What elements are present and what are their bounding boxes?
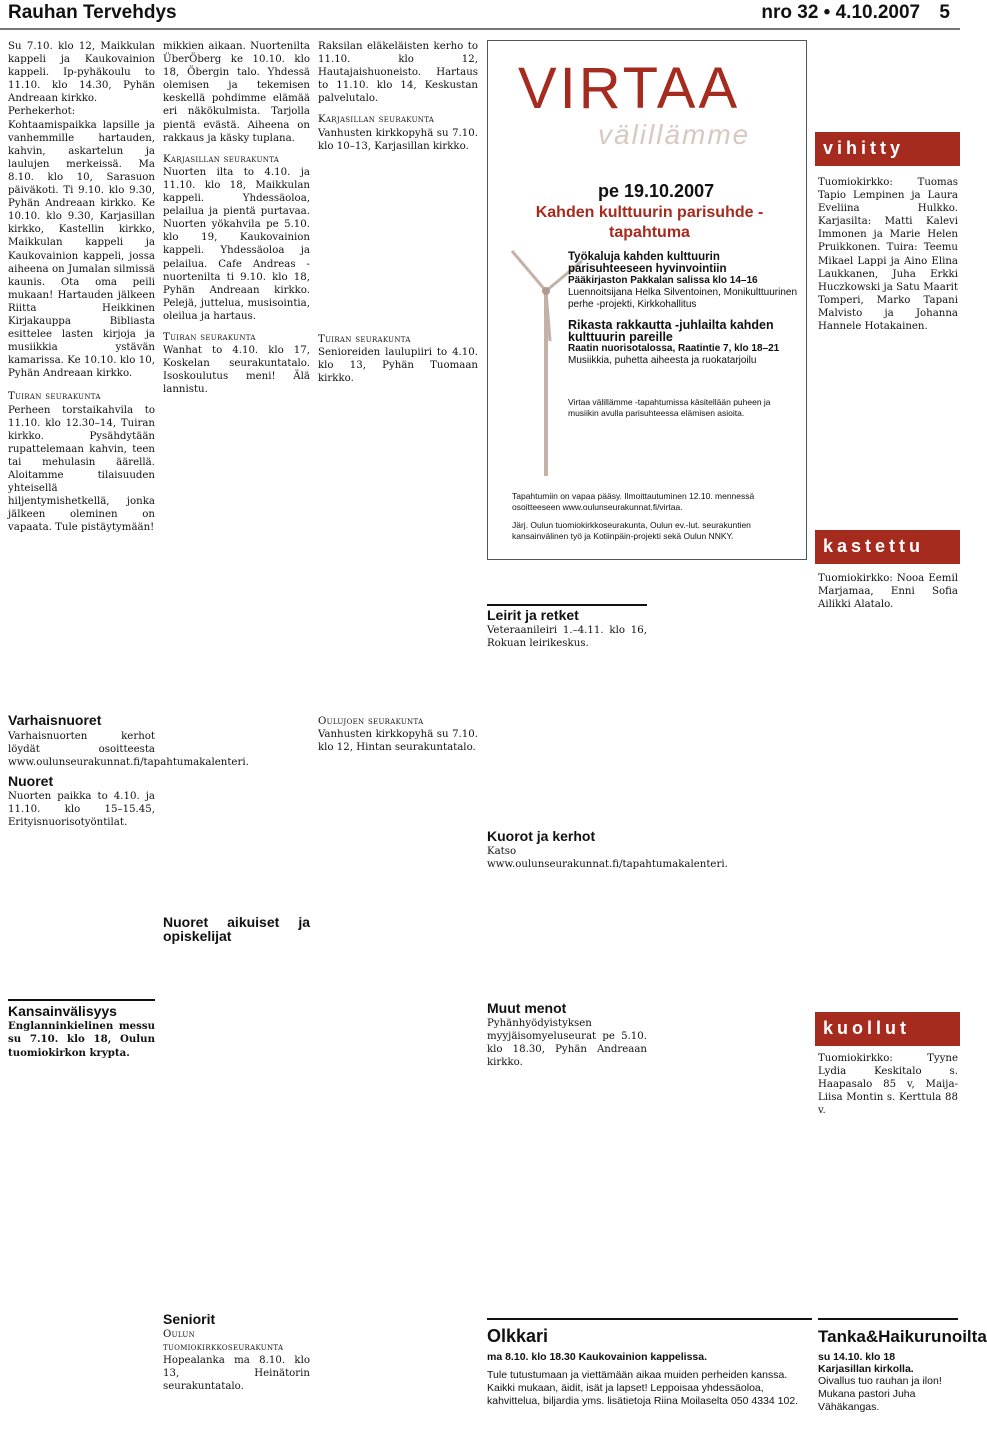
- olkkari-time: ma 8.10. klo 18.30 Kaukovainion kappelissa.: [487, 1351, 708, 1363]
- ad-invite-title: Työkaluja kahden kulttuurin parisuhteeseen hyvinvointiin: [568, 251, 727, 275]
- col1-text1: Su 7.10. klo 12, Maikkulan kappeli ja Kaukovainion kappeli. Ip-pyhäkoulu to 11.10. klo 14.30, Pyhän Andreaan kirkko.: [8, 41, 155, 105]
- ad-invite-people: Luennoitsijana Helka Silventoinen, Monikulttuurinen perhe -projekti, Kirkkohallitus: [568, 287, 798, 310]
- col1-text5: Nuorten paikka to 4.10. ja 11.10. klo 15–15.45, Erityisnuorisotyöntilat.: [8, 790, 155, 829]
- kuollut-label: kuollut: [815, 1012, 960, 1046]
- kuollut-text: Tuomiokirkko: Tyyne Lydia Keskitalo s. Haapasalo 85 v, Maija-Liisa Montin s. Kerttula 88 v.: [818, 1053, 958, 1117]
- heading-nuoret-aikuiset: Nuoret aikuiset ja opiskelijat: [163, 914, 310, 944]
- ad-brand: VIRTAA: [518, 56, 741, 121]
- kastettu-label: kastettu: [815, 530, 960, 564]
- heading-kansainvalisyys: Kansainvälisyys: [8, 999, 155, 1018]
- virtaa-advertisement: [487, 40, 807, 560]
- col1-text3: Perheen torstaikahvila to 11.10. klo 12.30–14, Tuiran kirkko. Pysähdytään rupattelemaan kahvin, teen tai mehulasin äärellä. Aloitamme tilaisuuden yhteisellä hiljentymishetkellä, jonka jälkeen oleminen on vapaata. Tule pistäytymään!: [8, 404, 155, 534]
- column-3: [318, 40, 478, 754]
- col4-text3: Pyhänhyödyistyksen myyjäisomyeluseurat pe 5.10. klo 18.30, Pyhän Andreaan kirkko.: [487, 1017, 647, 1068]
- olkkari-title: Olkkari: [487, 1326, 549, 1346]
- publication-title: Rauhan Tervehdys: [8, 2, 177, 23]
- heading-leirit: Leirit ja retket: [487, 604, 647, 622]
- col3-text1: Raksilan eläkeläisten kerho to 11.10. klo 12, Hautajaishuoneisto. Hartaus to 11.10. klo 14, Keskustan palvelutalo.: [318, 41, 478, 105]
- vihitty-text: Tuomiokirkko: Tuomas Tapio Lempinen ja Laura Eveliina Hulkko. Karjasilta: Matti Kalevi Immonen ja Marie Helen Pruikkonen. Tuira: Teemu Mikael Lappi ja Aino Elina Laukkanen, Juha Erkki Huczkowski ja Satu Maarit Tomperi, Marko Tapani Malvisto ja Johanna Hannele Hotakainen.: [818, 177, 958, 333]
- heading-seniorit: Seniorit: [163, 1310, 216, 1327]
- column-4: [487, 598, 728, 1069]
- heading-muut-menot: Muut menot: [487, 999, 567, 1016]
- col3-parish-karjasilta: Karjasillan seurakunta: [318, 114, 435, 126]
- col2-text1: mikkien aikaan. Nuortenilta ÜberÖberg ke 10.10. klo 18, Öbergin talo. Yhdessä olemisen ja tekemisen keskellä pohdimme elämää eri näkökulmista. Tarjolla pientä evästä. Aiheena on rakkaus ja käsky tuplana.: [163, 41, 310, 144]
- heading-nuoret: Nuoret: [8, 772, 54, 789]
- col3-parish-oulujoki: Oulujoen seurakunta: [318, 716, 424, 728]
- col1-parish-tuira: Tuiran seurakunta: [8, 391, 101, 403]
- olkkari-box: [487, 1318, 812, 1408]
- col4-text1: Veteraanileiri 1.–4.11. klo 16, Rokuan leirikeskus.: [487, 625, 647, 650]
- col3-text2: Vanhusten kirkkopyhä su 7.10. klo 10–13, Karjasillan kirkko.: [318, 127, 478, 152]
- ad-party-title: Rikasta rakkautta -juhlailta kahden kulttuurin pareille: [568, 318, 774, 344]
- col3-text4: Vanhusten kirkkopyhä su 7.10. klo 12, Hintan seurakuntatalo.: [318, 729, 478, 754]
- col1-text2: Perhekerhot: Kohtaamispaikka lapsille ja vanhemmille hartauden, kahvin, askartelun ja laulujen merkeissä. Ma 8.10. klo 10, Sarasuon päiväkoti. Ti 9.10. klo 9.30, Pyhän Andreaan kirkko. Ke 10.10. klo 9.30, Karjasillan kirkko, Kastellin kirkko, Maikkulan kappeli ja Kaukovainion kappeli, jossa aiheena on Jumalan silmissä kaunis. Ota oma peili mukaan! Hartauden jälkeen Riitta Heikkinen Kirjakauppa Bibliasta esittelee lasten kirjoja ja musiikkia ystävän kamarissa. Ke 10.10. klo 10, Pyhän Andreaan kirkko.: [8, 106, 155, 380]
- ad-invite-place: Pääkirjaston Pakkalan salissa klo 14–16: [568, 275, 758, 286]
- ad-org: Järj. Oulun tuomiokirkkoseurakunta, Oulun ev.-lut. seurakuntien kansainvälinen työ ja Kotiinpäin-projekti sekä Oulun NNKY.: [512, 520, 751, 541]
- ad-event-title: Kahden kulttuurin parisuhde -tapahtuma: [535, 204, 764, 241]
- issue-number: nro 32 • 4.10.2007: [761, 2, 921, 23]
- col2-parish-karjasilta: Karjasillan seurakunta: [163, 153, 280, 165]
- col1-text4: Varhaisnuorten kerhot löydät osoitteesta www.oulunseurakunnat.fi/tapahtumakalenteri.: [8, 730, 249, 768]
- column-2: [163, 40, 310, 1393]
- page-header: [0, 0, 960, 30]
- col4-text2: Katso www.oulunseurakunnat.fi/tapahtumakalenteri.: [487, 846, 728, 871]
- issue-info: [761, 2, 950, 24]
- col2-text3: Wanhat to 4.10. klo 17, Koskelan seurakuntatalo. Isoskoulutus meni! Älä lannistu.: [163, 345, 310, 396]
- ad-tagline: välillämme: [598, 119, 751, 150]
- ad-date: pe 19.10.2007: [598, 181, 715, 201]
- col2-parish-tuomio: Oulun tuomiokirkkoseurakunta: [163, 1328, 284, 1353]
- ad-footer: [512, 491, 802, 541]
- col2-text2: Nuorten ilta to 4.10. ja 11.10. klo 18, Maikkulan kappeli. Yhdessäoloa, pelailua ja pientä purtavaa. Nuorten yökahvila pe 5.10. klo 19, Kaukovainion kappeli. Yhdessäoloa ja pelailua. Cafe Andreas -nuortenilta ti 9.10. klo 18, Pyhän Andreaan kirkko. Pelejä, juttelua, musisointia, oleilua ja hartaus.: [163, 166, 310, 322]
- ad-party-sub: Musiikkia, puhetta aiheesta ja ruokatarjoilu: [568, 355, 757, 366]
- vihitty-label: vihitty: [815, 132, 960, 166]
- ad-info: Virtaa välillämme -tapahtumissa käsitellään puheen ja musiikin avulla parisuhteessa elämisen asioita.: [568, 397, 771, 418]
- page-number: 5: [939, 2, 950, 23]
- olkkari-text: Tule tutustumaan ja viettämään aikaa muiden perheiden kanssa. Kaikki mukaan, äidit, isät ja lapset! Leppoisaa yhdessäoloa, kahvittelua, biljardia yms. lisätietoja Riina Moilaselta 050 4334 102.: [487, 1369, 799, 1407]
- col3-text3: Senioreiden laulupiiri to 4.10. klo 13, Pyhän Tuomaan kirkko.: [318, 346, 478, 385]
- tanka-text: Oivallus tuo rauhan ja ilon! Mukana pastori Juha Vähäkangas.: [818, 1375, 942, 1413]
- col1-text6: Englanninkielinen messu su 7.10. klo 18, Oulun tuomiokirkon krypta.: [8, 1020, 155, 1059]
- tanka-title: Tanka&Haikurunoilta: [818, 1327, 987, 1346]
- tanka-place: Karjasillan kirkolla.: [818, 1363, 914, 1375]
- kastettu-text: Tuomiokirkko: Nooa Eemil Marjamaa, Enni Sofia Ailikki Alatalo.: [818, 573, 958, 611]
- ad-party-place: Raatin nuorisotalossa, Raatintie 7, klo 18–21: [568, 343, 780, 354]
- col2-parish-tuira: Tuiran seurakunta: [163, 331, 256, 343]
- ad-invite: [568, 251, 798, 367]
- heading-kuorot: Kuorot ja kerhot: [487, 828, 596, 845]
- col2-text4: Hopealanka ma 8.10. klo 13, Heinätorin seurakuntatalo.: [163, 1354, 310, 1393]
- heading-varhaisnuoret: Varhaisnuoret: [8, 712, 102, 729]
- ad-foot-text: Tapahtumiin on vapaa pääsy. Ilmoittautuminen 12.10. mennessä osoitteeseen www.oulunseurakunnat.fi/virtaa.: [512, 491, 755, 512]
- tanka-time: su 14.10. klo 18: [818, 1351, 896, 1363]
- tanka-box: [818, 1318, 987, 1414]
- col3-parish-tuira: Tuiran seurakunta: [318, 333, 411, 345]
